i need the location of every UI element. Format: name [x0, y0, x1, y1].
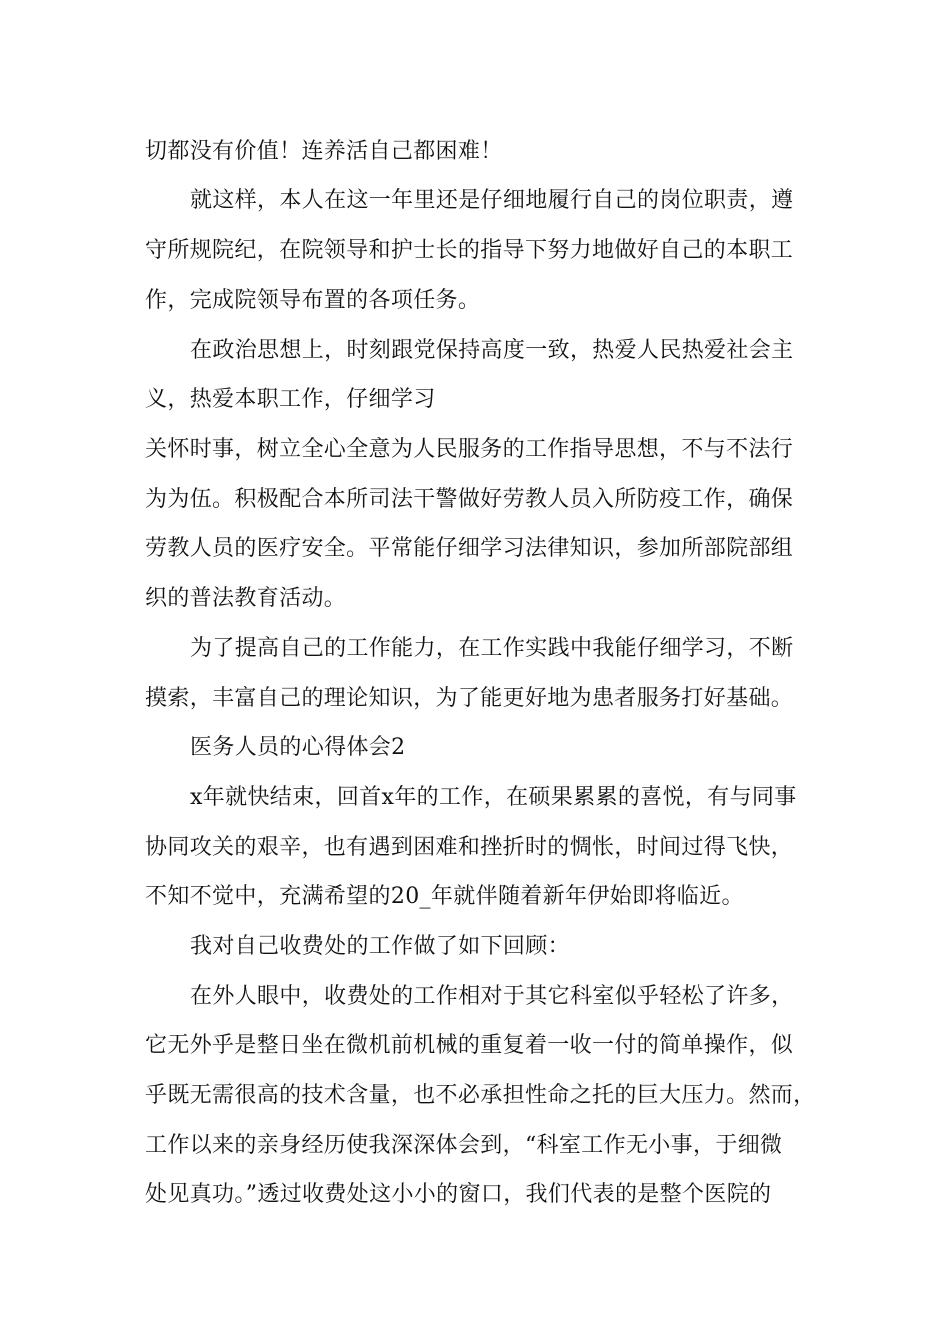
- text-line-20: 乎既无需很高的技术含量，也不必承担性命之托的巨大压力。然而，: [145, 1083, 816, 1108]
- text-line-22: 处见真功。”透过收费处这小小的窗口，我们代表的是整个医院的: [145, 1182, 772, 1207]
- text-line-17: 我对自己收费处的工作做了如下回顾：: [190, 934, 570, 959]
- text-line-10: 织的普法教育活动。: [145, 586, 347, 611]
- section-heading: 医务人员的心得体会2: [190, 735, 406, 760]
- text-line-21: 工作以来的亲身经历使我深深体会到，“科室工作无小事，于细微: [145, 1133, 783, 1158]
- text-line-5: 在政治思想上，时刻跟党保持高度一致，热爱人民热爱社会主: [190, 338, 794, 363]
- text-line-8: 为为伍。积极配合本所司法干警做好劳教人员入所防疫工作，确保: [145, 487, 794, 512]
- text-line-2: 就这样，本人在这一年里还是仔细地履行自己的岗位职责，遵: [190, 188, 794, 213]
- text-line-12: 摸索，丰富自己的理论知识，为了能更好地为患者服务打好基础。: [145, 686, 794, 711]
- text-line-7: 关怀时事，树立全心全意为人民服务的工作指导思想，不与不法行: [145, 437, 794, 462]
- text-line-16: 不知不觉中，充满希望的20_年就伴随着新年伊始即将临近。: [145, 884, 744, 909]
- text-line-6: 义，热爱本职工作，仔细学习: [145, 387, 436, 412]
- text-line-19: 它无外乎是整日坐在微机前机械的重复着一收一付的简单操作，似: [145, 1033, 794, 1058]
- text-line-18: 在外人眼中，收费处的工作相对于其它科室似乎轻松了许多，: [190, 984, 794, 1009]
- text-line-15: 协同攻关的艰辛，也有遇到困难和挫折时的惆怅，时间过得飞快，: [145, 835, 794, 860]
- text-line-3: 守所规院纪，在院领导和护士长的指导下努力地做好自己的本职工: [145, 238, 794, 263]
- text-line-11: 为了提高自己的工作能力，在工作实践中我能仔细学习，不断: [190, 636, 794, 661]
- text-line-14: x年就快结束，回首x年的工作，在硕果累累的喜悦，有与同事: [190, 785, 797, 810]
- text-line-1: 切都没有价值！连养活自己都困难！: [145, 139, 503, 164]
- text-line-4: 作，完成院领导布置的各项任务。: [145, 288, 481, 313]
- text-line-9: 劳教人员的医疗安全。平常能仔细学习法律知识，参加所部院部组: [145, 536, 794, 561]
